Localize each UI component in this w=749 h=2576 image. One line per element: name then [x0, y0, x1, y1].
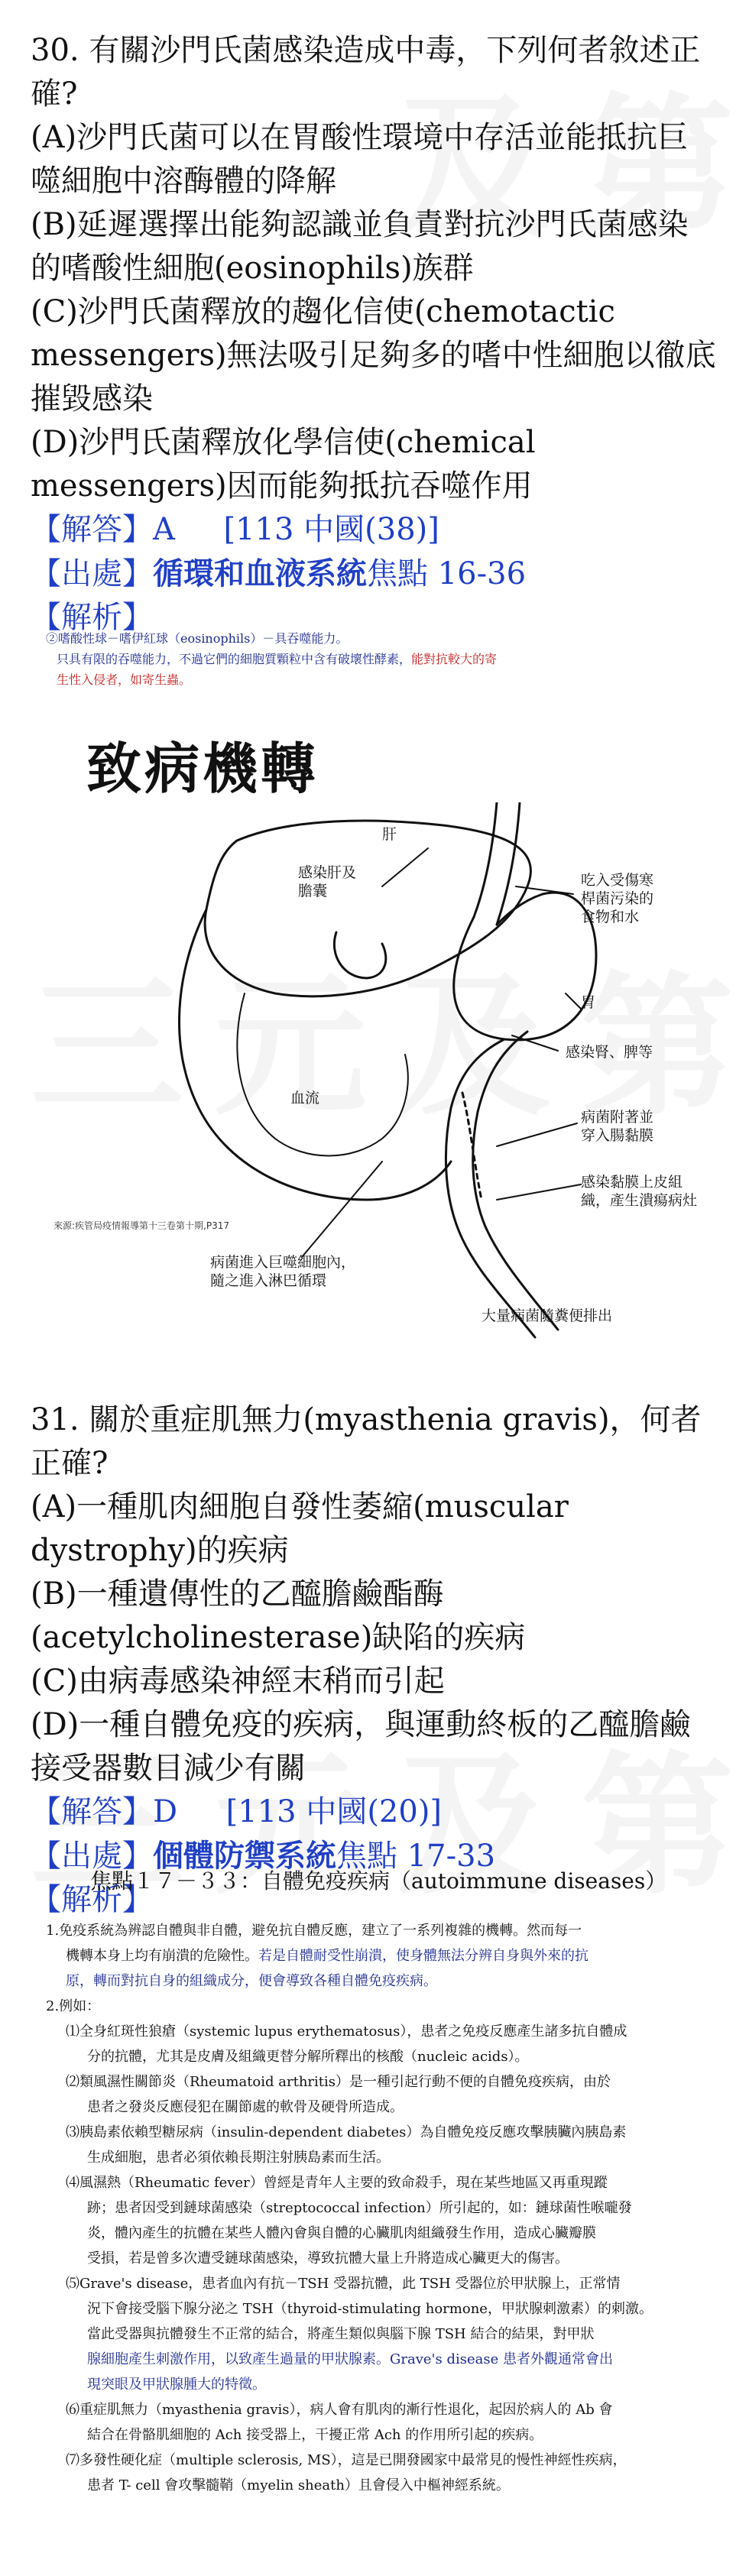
note-highlight: 能對抗較大的寄	[411, 652, 498, 666]
option-c: (C)沙門氏菌釋放的趨化信使(chemotactic messengers)無法吸引足夠多的嗜中性細胞以徹底摧毀感染	[31, 294, 716, 416]
label-kidney: 感染腎、脾等	[566, 1044, 653, 1061]
list-line: ⑵類風濕性關節炎（Rheumatoid arthritis）是一種引起行動不便的自體免疫疾病，由於	[66, 2074, 611, 2090]
explain-list	[46, 1918, 718, 2498]
list-line: 腺細胞產生刺激作用，以致產生過量的甲狀腺素。Grave's disease 患者外觀通常會出	[87, 2351, 613, 2367]
list-line: 當此受器與抗體發生不正常的結合，將產生類似與腦下腺 TSH 結合的結果，對甲狀	[87, 2326, 595, 2342]
focus-heading: 焦點１７－３３：自體免疫疾病（autoimmune diseases）	[90, 1868, 667, 1894]
origin-line	[31, 552, 718, 596]
list-highlight: 若是自體耐受性崩潰，使身體無法分辨自身與外來的抗	[258, 1948, 588, 1964]
answer-source: [113 中國(38)]	[223, 512, 439, 547]
list-line: 分的抗體，尤其是皮膚及組織更替分解所釋出的核酸（nucleic acids）。	[87, 2049, 529, 2065]
label-stomach: 胃	[581, 994, 596, 1011]
intestine-shape	[446, 1039, 535, 1337]
option-a: (A)沙門氏菌可以在胃酸性環境中存活並能抵抗巨噬細胞中溶酶體的降解	[31, 120, 689, 199]
option-d: (D)一種自體免疫的疾病，與運動終板的乙醯膽鹼接受器數目減少有關	[31, 1707, 691, 1786]
note-line: 生性入侵者，如寄生蟲。	[57, 672, 192, 687]
explain-label: 【解析】	[31, 1882, 153, 1917]
list-line: 受損，若是曾多次遭受鏈球菌感染，導致抗體大量上升將造成心臟更大的傷害。	[87, 2250, 569, 2267]
pathogenesis-diagram	[46, 802, 718, 1345]
list-line: ⑺多發性硬化症（multiple sclerosis, MS），這是已開發國家中最常見的慢性神經性疾病，	[66, 2452, 627, 2468]
question-31	[31, 1398, 718, 1922]
answer-line	[31, 1790, 718, 1834]
explain-note	[46, 628, 703, 690]
list-line: 現突眼及甲狀腺腫大的特徵。	[87, 2377, 266, 2393]
label-eat: 吃入受傷寒 桿菌污染的 食物和水	[581, 872, 654, 925]
answer-source: [113 中國(20)]	[225, 1794, 443, 1829]
esophagus-shape	[474, 802, 497, 917]
list-line: 生成細胞，患者必須依賴長期注射胰島素而生活。	[87, 2150, 390, 2166]
figure-source: 來源:疾管局疫情報導第十三卷第十期,P317	[54, 1220, 229, 1231]
liver-shape	[205, 821, 530, 996]
figure-title: 致病機轉	[86, 737, 319, 801]
label-blood: 血流	[290, 1090, 320, 1107]
answer-label: 【解答】A	[31, 512, 175, 547]
answer-line	[31, 508, 718, 552]
option-b: (B)延遲選擇出能夠認識並負責對抗沙門氏菌感染的嗜酸性細胞(eosinophils)族群	[31, 207, 689, 286]
explain-label: 【解析】	[31, 600, 153, 635]
list-line	[46, 1943, 718, 1968]
label-macro: 病菌進入巨噬細胞內， 隨之進入淋巴循環	[210, 1254, 356, 1289]
list-line: 患者之發炎反應侵犯在關節處的軟骨及硬骨所造成。	[87, 2099, 404, 2115]
list-line: ⑶胰島素依賴型糖尿病（insulin-dependent diabetes）為自體免疫反應攻擊胰臟內胰島素	[66, 2124, 627, 2140]
origin-point: 焦點 16-36	[367, 556, 527, 591]
option-d: (D)沙門氏菌釋放化學信使(chemical messengers)因而能夠抵抗吞噬作用	[31, 425, 536, 504]
list-line: ⑹重症肌無力（myasthenia gravis），病人會有肌肉的漸行性退化，起因於病人的 Ab 會	[66, 2402, 613, 2418]
note-text: 只具有限的吞噬能力，不過它們的細胞質顆粒中含有破壞性酵素，	[57, 652, 412, 666]
note-line	[46, 649, 703, 669]
origin-topic: 個體防禦系統	[153, 1838, 336, 1874]
label-liver-infect: 感染肝及 膽囊	[298, 864, 357, 899]
question-stem: 30. 有關沙門氏菌感染造成中毒，下列何者敘述正確?	[31, 33, 701, 112]
list-line: 原，轉而對抗自身的組織成分，便會導致各種自體免疫疾病。	[66, 1973, 437, 1989]
list-line: 1.免疫系統為辨認自體與非自體，避免抗自體反應，建立了一系列複雜的機轉。然而每一	[46, 1923, 582, 1939]
question-stem: 31. 關於重症肌無力(myasthenia gravis)，何者正確?	[31, 1402, 702, 1481]
label-liver: 肝	[382, 826, 397, 843]
list-line: 結合在骨骼肌細胞的 Ach 接受器上，干擾正常 Ach 的作用所引起的疾病。	[87, 2427, 543, 2443]
list-line: 況下會接受腦下腺分泌之 TSH（thyroid-stimulating hormone，甲狀腺刺激素）的刺激。	[87, 2301, 653, 2317]
list-line: 2.例如：	[46, 1998, 101, 2014]
abdomen-shape	[180, 909, 451, 1200]
option-b: (B)一種遺傳性的乙醯膽鹼酯酶(acetylcholinesterase)缺陷的疾病	[31, 1576, 526, 1655]
label-excrete: 大量病菌隨糞便排出	[481, 1307, 613, 1324]
list-line: ⑷風濕熱（Rheumatic fever）曾經是青年人主要的致命殺手，現在某些地區又再重現蹤	[66, 2175, 608, 2191]
origin-topic: 循環和血液系統	[153, 556, 367, 591]
option-a: (A)一種肌肉細胞自發性萎縮(muscular dystrophy)的疾病	[31, 1489, 569, 1568]
list-line: ⑴全身紅斑性狼瘡（systemic lupus erythematosus），患者之免疫反應產生諸多抗自體成	[66, 2024, 627, 2040]
origin-label: 【出處】	[31, 556, 153, 591]
answer-label: 【解答】D	[31, 1794, 178, 1829]
origin-label: 【出處】	[31, 1839, 153, 1874]
question-30	[31, 29, 718, 640]
label-attach: 病菌附著並 穿入腸黏膜	[581, 1109, 654, 1144]
list-text: 機轉本身上均有崩潰的危險性。	[66, 1948, 258, 1964]
note-line: ②嗜酸性球－嗜伊紅球（eosinophils）－具吞噬能力。	[46, 631, 349, 646]
list-line: ⑸Grave's disease，患者血內有抗－TSH 受器抗體，此 TSH 受器位於甲狀腺上，正常情	[66, 2276, 621, 2292]
option-c: (C)由病毒感染神經末稍而引起	[31, 1664, 445, 1699]
origin-point: 焦點 17-33	[336, 1839, 496, 1874]
label-ulcer: 感染黏膜上皮組 織，產生潰瘍病灶	[581, 1174, 698, 1209]
list-line: 炎，體內產生的抗體在某些人體內會與自體的心臟肌肉組織發生作用，造成心臟瓣膜	[87, 2225, 596, 2241]
list-line: 跡；患者因受到鏈球菌感染（streptococcal infection）所引起的，如：鏈球菌性喉嚨發	[87, 2200, 632, 2216]
list-line: 患者 T- cell 會攻擊髓鞘（myelin sheath）且會侵入中樞神經系統。	[87, 2477, 510, 2493]
gallbladder-shape	[334, 932, 385, 978]
